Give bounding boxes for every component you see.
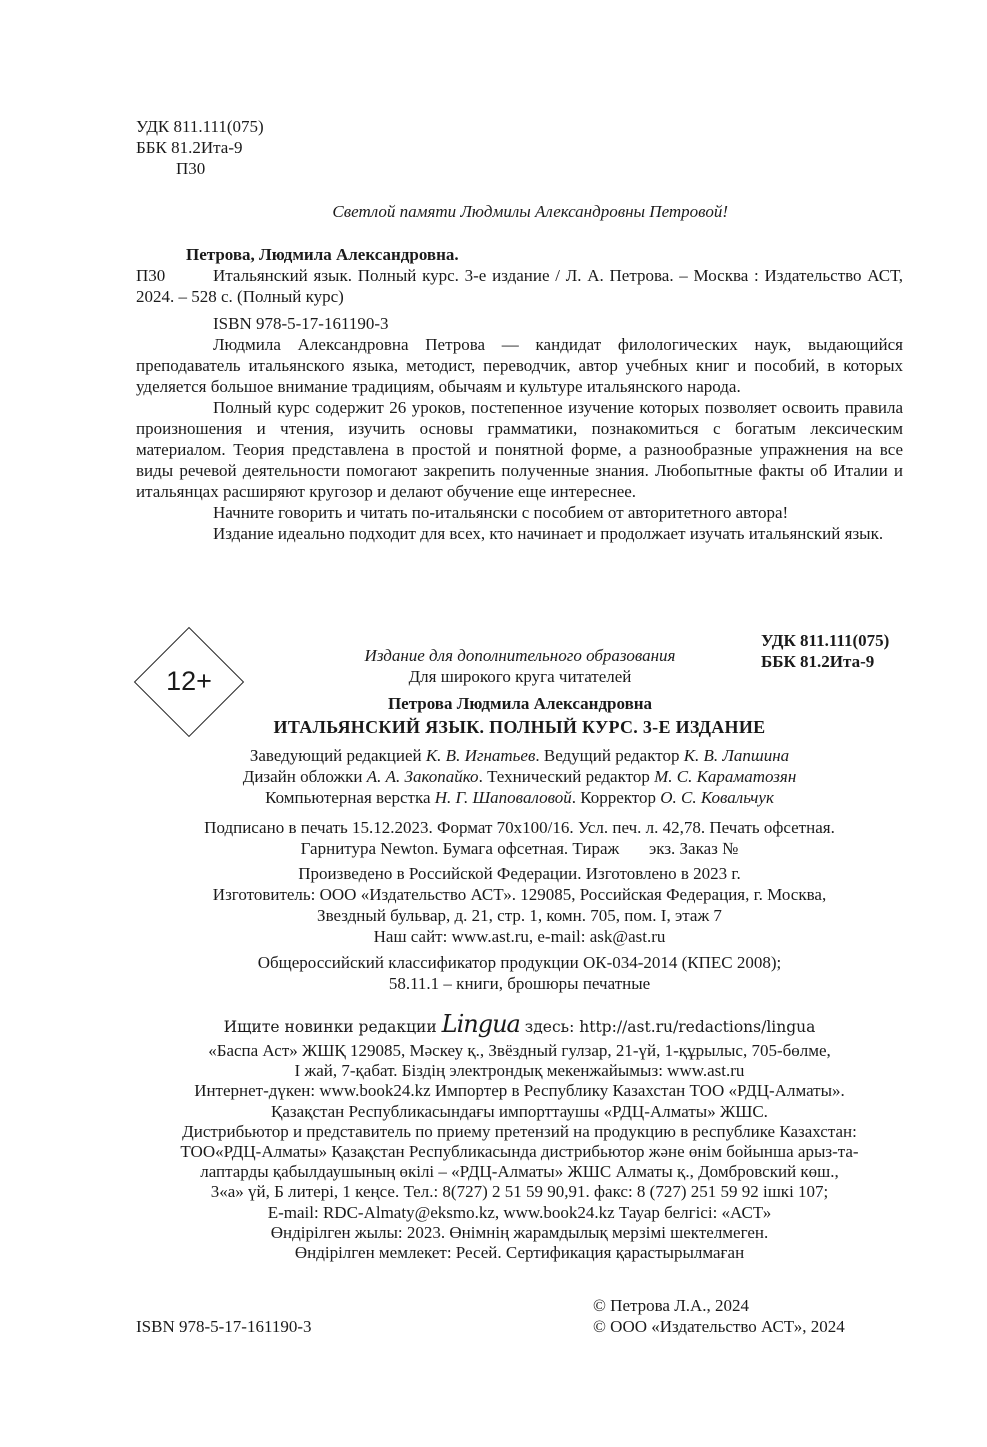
udk-code: УДК 811.111(075): [136, 117, 264, 136]
lingua-link[interactable]: здесь: http://ast.ru/redactions/lingua: [524, 1018, 816, 1036]
bottom-isbn: ISBN 978-5-17-161190-3: [136, 1317, 312, 1336]
proofreader: О. С. Ковальчук: [660, 788, 774, 807]
layout-designer: Н. Г. Шаповаловой: [434, 788, 572, 807]
editor-in-chief: К. В. Игнатьев: [425, 746, 536, 765]
udk-block: [136, 116, 264, 179]
lingua-logo: Lingua: [441, 1010, 520, 1038]
udk-bold: УДК 811.111(075): [761, 631, 890, 650]
print-info: Подписано в печать 15.12.2023. Формат 70x100/16. Усл. печ. л. 42,78. Печать офсетная. Гарнитура Newton. Бумага офсетная. Тираж экз. Заказ №: [204, 818, 835, 858]
lingua-line: Ищите новинки редакции Lingua здесь: http://ast.ru/redactions/lingua: [223, 1010, 816, 1038]
annotation-paragraph: Начните говорить и читать по-итальянски с пособием от авторитетного автора!: [213, 503, 789, 522]
card-isbn: ISBN 978-5-17-161190-3: [213, 314, 389, 333]
lead-editor: К. В. Лапшина: [683, 746, 790, 765]
edition-note: Издание для дополнительного образования: [364, 646, 676, 665]
copyright: [593, 1295, 845, 1337]
credits: [136, 745, 903, 808]
credits-line: Заведующий редакцией К. В. Игнатьев. Ведущий редактор К. В. Лапшина: [249, 746, 790, 765]
dedication: Светлой памяти Людмилы Александровны Петровой!: [332, 202, 728, 221]
cover-designer: А. А. Закопайко: [366, 767, 479, 786]
copyright-author: © Петрова Л.А., 2024: [593, 1296, 750, 1315]
kazakhstan-info: «Баспа Аст» ЖШҚ 129085, Мәскеу қ., Звёздный гулзар, 21-үй, 1-құрылыс, 705-бөлме, I жай, 7-қабат. Біздің электрондық мекенжайымыз: www.ast.ru Интернет-дүкен: www.book24.kz Импортер в Республику Казахстан ТОО «РДЦ-Алматы». Қазақстан Республикасындағы импорттаушы «РДЦ-Алматы» ЖШС. Дистрибьютор и представитель по приему претензий на продукцию в республике Казахстан: ТОО«РДЦ-Алматы» Қазақстан Республикасында дистрибьютор және өнім бойынша арыз-та- лаптарды қабылдаушының өкілі – «РДЦ-Алматы» ЖШС Алматы қ., Домбровский көш., 3«а» үй, Б литері, 1 кеңсе. Тел.: 8(727) 2 51 59 90,91. факс: 8 (727) 251 59 92 ішкі 107; E-mail: RDC-Almaty@eksmo.kz, www.book24.kz Тауар белгісі: «АСТ» Өндірілген жылы: 2023. Өнімнің жарамдылық мерзімі шектелмеген. Өндірілген мемлекет: Ресей. Сертификация қарастырылмаған: [180, 1041, 859, 1263]
credits-line: Дизайн обложки А. А. Закопайко. Технический редактор М. С. Караматозян: [242, 767, 797, 786]
age-rating: 12+: [166, 666, 212, 696]
annotation-paragraph: Полный курс содержит 26 уроков, постепенное изучение которых позволяет освоить правила произношения и чтения, изучить основы грамматики, познакомиться с богатым лексическим материалом. Теория представлена в простой и понятной форме, а разнообразные упражнения на все виды речевой деятельности помогают закрепить полученные знания. Любопытные факты об Италии и итальянцах расширяют кругозор и делают обучение еще интереснее.: [136, 398, 903, 501]
bbk-code: ББК 81.2Ита-9: [136, 138, 243, 157]
bbk-bold: ББК 81.2Ита-9: [761, 652, 875, 671]
manufacturer-info: Произведено в Российской Федерации. Изготовлено в 2023 г. Изготовитель: ООО «Издательство АСТ». 129085, Российская Федерация, г. Москва, Звездный бульвар, д. 21, стр. 1, комн. 705, пом. I, этаж 7 Наш сайт: www.ast.ru, e-mail: ask@ast.ru: [212, 864, 827, 946]
book-title: ИТАЛЬЯНСКИЙ ЯЗЫК. ПОЛНЫЙ КУРС. 3-Е ИЗДАНИЕ: [273, 717, 766, 737]
author-name: Петрова Людмила Александровна: [387, 694, 653, 713]
credits-line: Компьютерная верстка Н. Г. Шаповаловой. Корректор О. С. Ковальчук: [265, 788, 774, 807]
bibliographic-record: Итальянский язык. Полный курс. 3-е издание / Л. А. Петрова. – Москва : Издательство АСТ, 2024. – 528 с. (Полный курс): [136, 266, 903, 306]
annotation-paragraph: Людмила Александровна Петрова — кандидат филологических наук, выдающийся преподаватель итальянского языка, методист, переводчик, автор учебных книг и пособий, в которых уделяется большое внимание традициям, обычаям и культуре итальянского народа.: [136, 335, 903, 396]
author-heading: Петрова, Людмила Александровна.: [186, 245, 459, 264]
udk-bold-block: [761, 630, 889, 672]
technical-editor: М. С. Караматозян: [654, 767, 797, 786]
classifier: Общероссийский классификатор продукции ОК-034-2014 (КПЕС 2008); 58.11.1 – книги, брошюры печатные: [257, 953, 782, 993]
annotation-paragraph: Издание идеально подходит для всех, кто начинает и продолжает изучать итальянский язык.: [213, 524, 884, 543]
audience: Для широкого круга читателей: [408, 667, 632, 686]
card-code: П30: [136, 266, 166, 285]
copyright-publisher: © ООО «Издательство АСТ», 2024: [593, 1317, 845, 1336]
author-code: П30: [176, 159, 206, 178]
annotation: [136, 334, 903, 544]
